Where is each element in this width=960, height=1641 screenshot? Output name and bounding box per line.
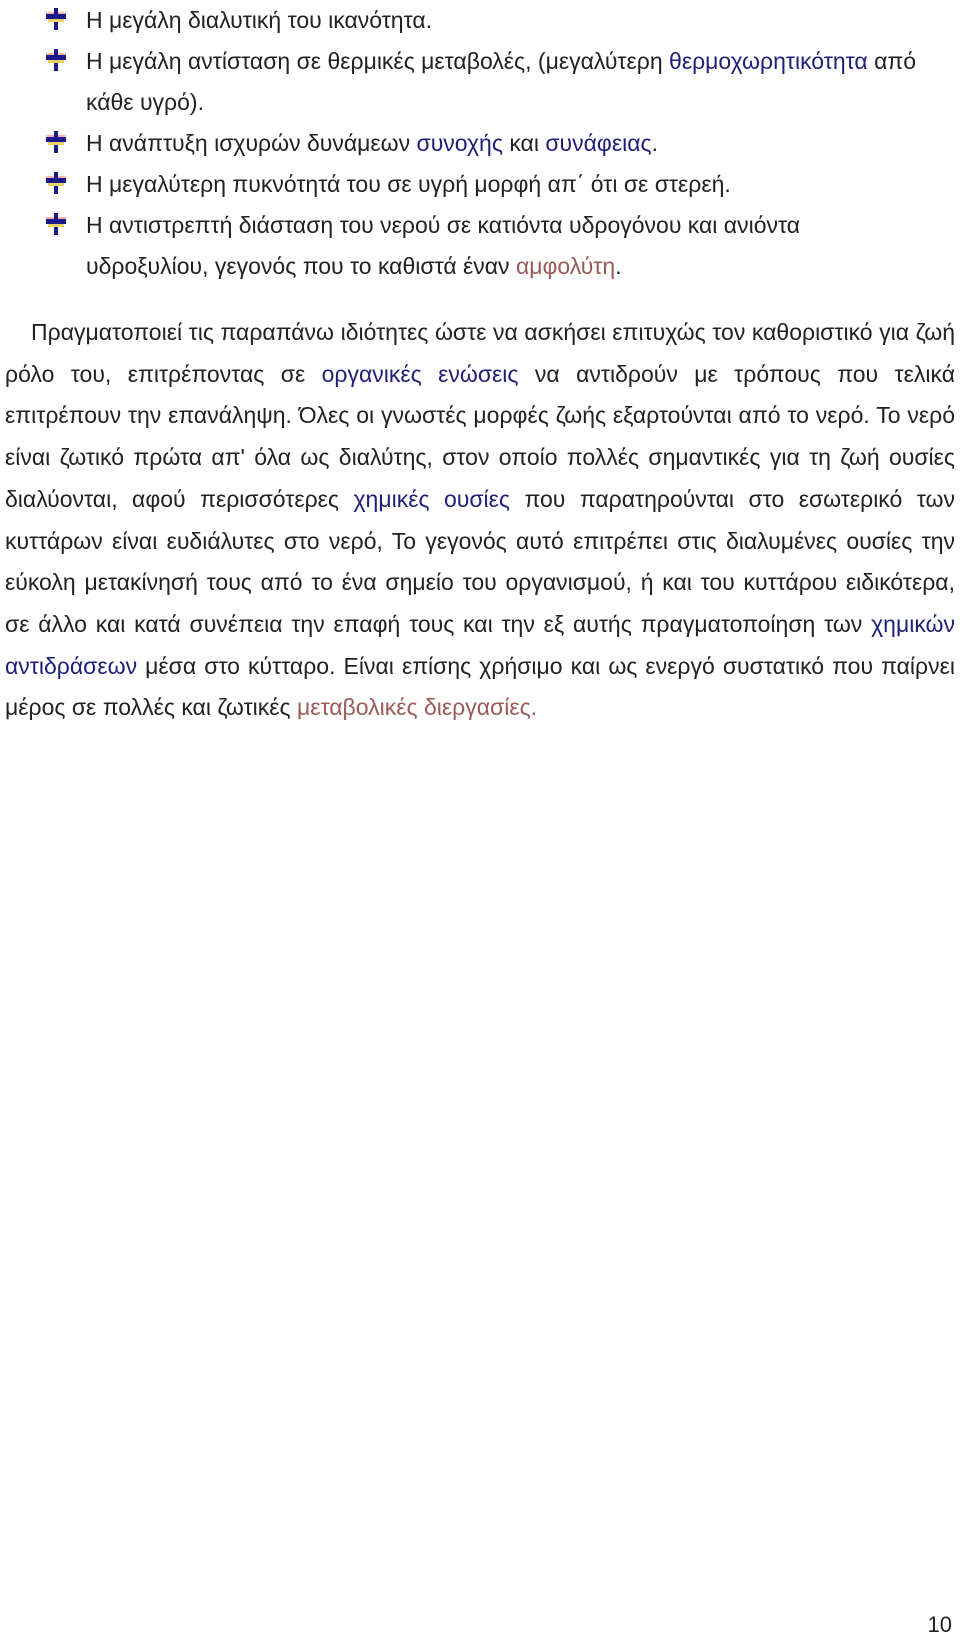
bullet-text-1 xyxy=(86,41,924,123)
link-metabolikes-diergasies[interactable]: μεταβολικές διεργασίες. xyxy=(297,694,538,721)
text-segment: Η μεγάλη αντίσταση σε θερμικές μεταβολές, (μεγαλύτερη xyxy=(86,48,670,74)
pushpin-bullet-icon xyxy=(44,49,68,71)
bullet-item xyxy=(44,41,924,123)
bullet-list xyxy=(44,0,924,287)
body-paragraph xyxy=(5,312,955,729)
bullet-item xyxy=(44,123,924,164)
bullet-item xyxy=(44,164,924,205)
link-thermochoritikotita[interactable]: θερμοχωρητικότητα xyxy=(669,48,868,74)
text-segment: . xyxy=(651,130,658,156)
bullet-text-3 xyxy=(86,164,924,205)
link-synafeias[interactable]: συνάφειας xyxy=(545,130,652,156)
bullet-item xyxy=(44,205,924,287)
link-chimikon-antidraseon[interactable]: χημικών αντιδράσεων xyxy=(5,610,955,679)
text-segment: Η αντιστρεπτή διάσταση του νερού σε κατιόντα υδρογόνου και ανιόντα υδροξυλίου, γεγονός που το καθιστά έναν xyxy=(86,212,801,279)
bullet-text-0 xyxy=(86,0,924,41)
pushpin-bullet-icon xyxy=(44,172,68,194)
link-chimikes-ousies[interactable]: χημικές ουσίες xyxy=(353,485,510,512)
page-number: 10 xyxy=(927,1612,952,1637)
text-segment: Η μεγάλη διαλυτική του ικανότητα. xyxy=(86,7,433,33)
text-segment: να αντιδρούν με τρόπους που τελικά επιτρέπουν την επανάληψη. Όλες οι γνωστές μορφές ζωής εξαρτούνται από το νερό. Το νερό είναι ζωτικό πρώτα απ' όλα ως διαλύτης, στον οποίο πολλές σημαντικές για τη ζωή ουσίες διαλύονται, αφού περισσότερες xyxy=(5,360,955,512)
text-segment: Η μεγαλύτερη πυκνότητά του σε υγρή μορφή απ΄ ότι σε στερεή. xyxy=(86,171,731,197)
link-amfolyti[interactable]: αμφολύτη xyxy=(515,253,616,279)
text-segment: Πραγματοποιεί τις παραπάνω ιδιότητες ώστε να ασκήσει επιτυχώς τον καθοριστικό για ζωή ρόλο του, επιτρέποντας σε xyxy=(5,319,955,387)
text-segment: που παρατηρούνται στο εσωτερικό των κυττάρων είναι ευδιάλυτες στο νερό, Το γεγονός αυτό επιτρέπει στις διαλυμένες ουσίες την εύκολη μετακίνησή τους από το ένα σημείο του οργανισμού, ή και του κυττάρου ειδικότερα, σε άλλο και κατά συνέπεια την επαφή τους και την εξ αυτής πραγματοποίηση των xyxy=(5,485,955,637)
link-synochis[interactable]: συνοχής xyxy=(416,130,503,156)
pushpin-bullet-icon xyxy=(44,8,68,30)
link-organikes-enoseis[interactable]: οργανικές ενώσεις xyxy=(321,360,519,387)
text-segment: και xyxy=(502,130,546,156)
text-segment: από κάθε υγρό). xyxy=(86,48,917,115)
pushpin-bullet-icon xyxy=(44,131,68,153)
bullet-item xyxy=(44,0,924,41)
bullet-text-2 xyxy=(86,123,924,164)
pushpin-bullet-icon xyxy=(44,213,68,235)
bullet-text-4 xyxy=(86,205,924,287)
text-segment: . xyxy=(615,253,622,279)
text-segment: μέσα στο κύτταρο. Είναι επίσης χρήσιμο και ως ενεργό συστατικό που παίρνει μέρος σε πολλές και ζωτικές xyxy=(5,652,955,721)
text-segment: Η ανάπτυξη ισχυρών δυνάμεων xyxy=(86,130,417,156)
